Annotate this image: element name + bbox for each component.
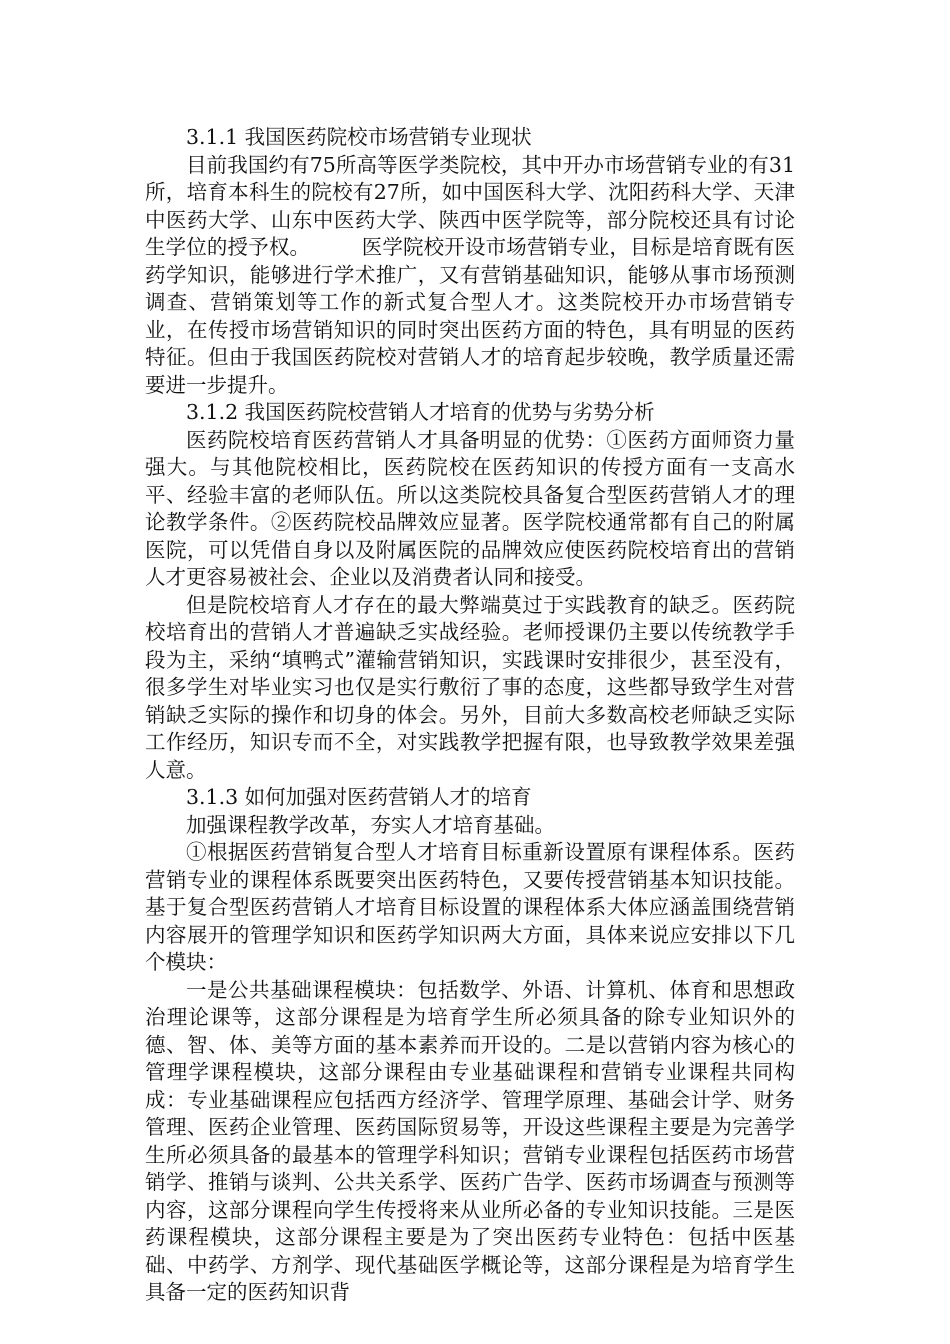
paragraph: 目前我国约有75所高等医学类院校，其中开办市场营销专业的有31所，培育本科生的院校有27所，如中国医科大学、沈阳药科大学、天津中医药大学、山东中医药大学、陕西中医学院等，部分院校还具有讨论生学位的授予权。 医学院校开设市场营销专业，目标是培育既有医药学知识，能够进行学术推广，又有营销基础知识，能够从事市场预测调查、营销策划等工作的新式复合型人才。这类院校开办市场营销专业，在传授市场营销知识的同时突出医药方面的特色，具有明显的医药特征。但由于我国医药院校对营销人才的培育起步较晚，教学质量还需要进一步提升。 [145,152,795,397]
section-heading-3-1-1: 3.1.1 我国医药院校市场营销专业现状 [186,125,532,149]
section-heading-3-1-3: 3.1.3 如何加强对医药营销人才的培育 [186,785,532,809]
section-heading-3-1-2: 3.1.2 我国医药院校营销人才培育的优势与劣势分析 [186,400,655,424]
paragraph: 但是院校培育人才存在的最大弊端莫过于实践教育的缺乏。医药院校培育出的营销人才普遍缺乏实战经验。老师授课仍主要以传统教学手段为主，采纳“填鸭式”灌输营销知识，实践课时安排很少，甚至没有，很多学生对毕业实习也仅是实行敷衍了事的态度，这些都导致学生对营销缺乏实际的操作和切身的体会。另外，目前大多数高校老师缺乏实际工作经历，知识专而不全，对实践教学把握有限，也导致教学效果差强人意。 [145,592,795,782]
paragraph: 医药院校培育医药营销人才具备明显的优势：①医药方面师资力量强大。与其他院校相比，医药院校在医药知识的传授方面有一支高水平、经验丰富的老师队伍。所以这类院校具备复合型医药营销人才的理论教学条件。②医药院校品牌效应显著。医学院校通常都有自己的附属医院，可以凭借自身以及附属医院的品牌效应使医药院校培育出的营销人才更容易被社会、企业以及消费者认同和接受。 [145,427,795,589]
paragraph: 加强课程教学改革，夯实人才培育基础。 [186,812,555,837]
document-body [145,124,795,1307]
paragraph: ①根据医药营销复合型人才培育目标重新设置原有课程体系。医药营销专业的课程体系既要突出医药特色，又要传授营销基本知识技能。基于复合型医药营销人才培育目标设置的课程体系大体应涵盖围绕营销内容展开的管理学知识和医药学知识两大方面，具体来说应安排以下几个模块： [145,840,795,974]
paragraph: 一是公共基础课程模块：包括数学、外语、计算机、体育和思想政治理论课等，这部分课程是为培育学生所必须具备的除专业知识外的德、智、体、美等方面的基本素养而开设的。二是以营销内容为核心的管理学课程模块，这部分课程由专业基础课程和营销专业课程共同构成：专业基础课程应包括西方经济学、管理学原理、基础会计学、财务管理、医药企业管理、医药国际贸易等，开设这些课程主要是为完善学生所必须具备的最基本的管理学科知识；营销专业课程包括医药市场营销学、推销与谈判、公共关系学、医药广告学、医药市场调查与预测等内容，这部分课程向学生传授将来从业所必备的专业知识技能。三是医药课程模块，这部分课程主要是为了突出医药专业特色：包括中医基础、中药学、方剂学、现代基础医学概论等，这部分课程是为培育学生具备一定的医药知识背 [145,977,795,1304]
